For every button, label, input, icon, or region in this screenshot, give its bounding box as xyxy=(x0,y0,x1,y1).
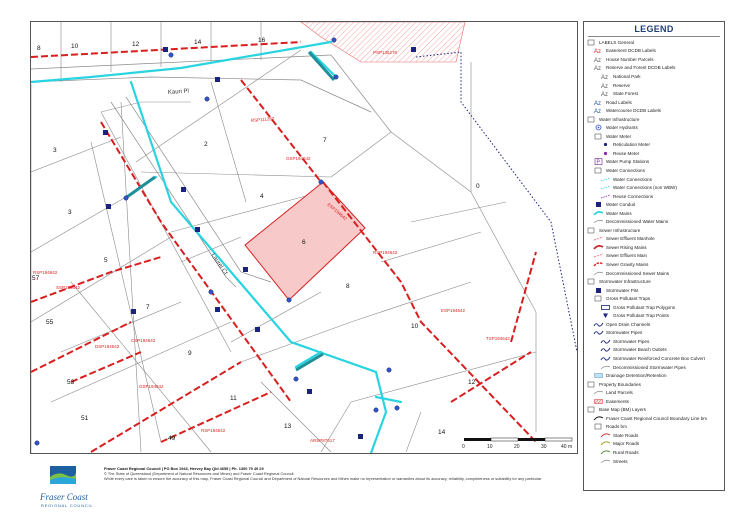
legend-item-label: Water Connections xyxy=(606,167,645,173)
legend-item-label: Water Pump Stations xyxy=(606,159,650,165)
az-gray-icon xyxy=(600,73,611,80)
parcel-number: 12 xyxy=(468,379,476,386)
gray-line-icon xyxy=(600,458,611,465)
legend-item xyxy=(586,346,722,355)
lightblue-rect-icon xyxy=(593,372,604,379)
svg-text:Az: Az xyxy=(601,83,609,89)
scale-tick: 20 xyxy=(514,444,520,450)
logo-mark-icon xyxy=(44,465,84,491)
legend-item-label: Roads bm xyxy=(606,424,627,430)
legend-item-label: Water Hydrants xyxy=(606,125,638,131)
svg-text:Az: Az xyxy=(594,57,602,63)
boundary-line xyxy=(416,52,577,352)
box-icon xyxy=(586,39,597,46)
parcel-number: 12 xyxy=(132,41,140,48)
council-logo xyxy=(34,465,94,509)
cyan-line-icon xyxy=(593,210,604,217)
legend-item xyxy=(586,431,722,440)
box-icon xyxy=(593,295,604,302)
easement-label: ESP194642 xyxy=(441,308,466,313)
legend-divider xyxy=(588,36,720,37)
legend-item-label: Stormwater Pipes xyxy=(606,330,643,336)
road-kauri-pl xyxy=(31,55,391,132)
legend-item xyxy=(586,38,722,47)
footer-contact: Fraser Coast Regional Council | PO Box 1943, Hervey Bay Qld 4655 | Ph. 1300 79 49 29 xyxy=(104,466,264,471)
legend-item xyxy=(586,81,722,90)
az-gray-icon xyxy=(600,90,611,97)
navy-wave-icon xyxy=(600,355,611,362)
legend-item xyxy=(586,269,722,278)
gray-line-icon xyxy=(593,389,604,396)
parcel-number: 5 xyxy=(104,257,108,264)
legend-item-label: Open Drain Channels xyxy=(606,321,651,327)
parcel-number: 57 xyxy=(32,275,40,282)
legend-item-label: Sewer Infrastructure xyxy=(599,227,641,233)
svg-text:P: P xyxy=(596,159,600,166)
easement-label: CSP194642 xyxy=(131,338,156,343)
legend-item-label: Fraser Coast Regional Council Boundary Line bm xyxy=(606,415,708,421)
legend-item xyxy=(586,457,722,466)
legend-item xyxy=(586,371,722,380)
legend-item xyxy=(586,260,722,269)
easement-label: RSP194642 xyxy=(33,270,58,275)
red-line-icon xyxy=(600,432,611,439)
legend-item xyxy=(586,158,722,167)
legend-item xyxy=(586,72,722,81)
parcel-number: 6 xyxy=(302,239,306,246)
cyan-dash-icon xyxy=(600,184,611,191)
legend-item xyxy=(586,303,722,312)
map-canvas[interactable] xyxy=(31,22,577,453)
easement-label: RSP111262 xyxy=(250,115,275,123)
navy-wave-icon xyxy=(600,346,611,353)
legend-item-label: Stormwater Infrastructure xyxy=(599,279,651,285)
legend-item-label: Land Parcels xyxy=(606,390,633,396)
legend-item xyxy=(586,64,722,73)
legend-item-label: Major Roads xyxy=(613,441,640,447)
legend-item xyxy=(586,312,722,321)
legend-item-label: Decommissioned Sewer Mains xyxy=(606,270,670,276)
legend-list xyxy=(584,38,724,465)
legend-item-label: Rural Roads xyxy=(613,450,639,456)
box-icon xyxy=(586,406,597,413)
parcel-number: 0 xyxy=(476,183,480,190)
navy-wave-icon xyxy=(593,321,604,328)
legend-item-label: Water Mains xyxy=(606,210,632,216)
box-icon xyxy=(586,278,597,285)
easement-label: SSP194642 xyxy=(56,285,81,290)
logo-wordmark: Fraser Coast xyxy=(40,492,88,502)
easement-label: RSP194642 xyxy=(201,428,226,433)
green-line-icon xyxy=(600,449,611,456)
olive-line-icon xyxy=(600,440,611,447)
easement-label: ARSP87617 xyxy=(310,438,335,443)
navy-square-icon xyxy=(593,287,604,294)
legend-item-label: Stormwater Reinforced Concrete Box Culvert xyxy=(613,356,705,361)
legend-item-label: Stormwater Beach Outlets xyxy=(613,347,667,353)
legend-item xyxy=(586,354,722,363)
legend-item-label: Decommissioned Water Mains xyxy=(606,219,669,225)
parcel-number: 49 xyxy=(168,435,176,442)
logo-subtitle: REGIONAL COUNCIL xyxy=(41,503,94,508)
legend-item xyxy=(586,89,722,98)
legend-item-label: Gross Pollutant Traps xyxy=(606,296,651,302)
legend-item-label: Reuse Connections xyxy=(613,193,654,199)
legend-item-label: Decommissioned Stormwater Pipes xyxy=(613,364,686,370)
easement-label: TSP194642 xyxy=(486,336,510,341)
legend-item-label: Gross Pollutant Trap Points xyxy=(613,313,669,319)
legend-item xyxy=(586,294,722,303)
red-thick-icon xyxy=(593,244,604,251)
legend-item-label: LABELS General xyxy=(599,39,634,45)
legend-item xyxy=(586,115,722,124)
map-frame[interactable] xyxy=(30,21,578,454)
box-icon xyxy=(593,423,604,430)
legend-item xyxy=(586,149,722,158)
svg-text:Az: Az xyxy=(601,92,609,98)
parcel-number: 53 xyxy=(67,379,75,386)
legend-item-label: Property Boundaries xyxy=(599,381,641,387)
scale-tick: 10 xyxy=(487,444,493,450)
cyan-dash-icon xyxy=(600,176,611,183)
legend-item xyxy=(586,47,722,56)
parcel-number: 14 xyxy=(438,429,446,436)
parcel-number: 10 xyxy=(411,323,419,330)
legend-item xyxy=(586,235,722,244)
parcel-number: 51 xyxy=(81,415,89,422)
black-line-icon xyxy=(593,415,604,422)
legend-panel xyxy=(583,21,725,491)
legend-item-label: Water Conduit xyxy=(606,202,636,208)
legend-item-label: Stormwater Pits xyxy=(606,287,639,293)
legend-item-label: Sewer Rising Mains xyxy=(606,244,647,250)
az-gray-icon xyxy=(600,82,611,89)
legend-item-label: Sewer Gravity Mains xyxy=(606,261,649,267)
box-icon xyxy=(586,227,597,234)
legend-item-label: Water Infrastructure xyxy=(599,116,640,122)
navy-wave-icon xyxy=(600,338,611,345)
navy-wave-icon xyxy=(593,329,604,336)
legend-item xyxy=(586,243,722,252)
svg-text:Az: Az xyxy=(594,66,602,72)
legend-item xyxy=(586,123,722,132)
navy-triangle-icon xyxy=(600,312,611,319)
parcel-number: 7 xyxy=(146,304,150,311)
legend-item-label: Reserve xyxy=(613,82,631,88)
easement-label: GSP194642 xyxy=(139,384,164,389)
az-blue-icon xyxy=(593,107,604,114)
legend-item-label: Road Labels xyxy=(606,99,632,105)
box-icon xyxy=(586,381,597,388)
scale-tick: 30 xyxy=(541,444,547,450)
legend-item-label: Drainage Detention/Retention xyxy=(606,373,667,379)
legend-item xyxy=(586,175,722,184)
easement-label: DSP194642 xyxy=(95,344,120,349)
legend-item xyxy=(586,363,722,372)
legend-item xyxy=(586,183,722,192)
legend-item xyxy=(586,337,722,346)
legend-item xyxy=(586,406,722,415)
legend-item-label: State Roads xyxy=(613,432,639,438)
legend-item xyxy=(586,414,722,423)
legend-item-label: Stormwater Pipes xyxy=(613,338,650,344)
pink-dash-icon xyxy=(593,235,604,242)
legend-item xyxy=(586,320,722,329)
scale-tick: 0 xyxy=(462,444,465,450)
parcel-number: 14 xyxy=(194,39,202,46)
purple-dot-icon xyxy=(600,150,611,157)
footer-copyright: © The State of Queensland (Department of Natural Resources and Mines) and Fraser Coast Regional Council. xyxy=(104,471,295,477)
parcel-number: 13 xyxy=(284,423,292,430)
purple-dash-icon xyxy=(600,193,611,200)
road-label-kauri-pl: Kauri Pl xyxy=(167,88,190,96)
legend-item xyxy=(586,380,722,389)
footer-disclaimer-text: While every care is taken to ensure the accuracy of this map, Fraser Coast Regional Council and Department of Natural Resources and Mines make no representation or warranties about its accuracy, reliability, completeness or suitability for any particular xyxy=(104,476,542,482)
legend-item xyxy=(586,448,722,457)
easement-label: PSP135276 xyxy=(373,50,398,55)
legend-item xyxy=(586,209,722,218)
legend-item-label: Sewer Effluent Main xyxy=(606,253,648,259)
gray-line-icon xyxy=(593,270,604,277)
parcel-number: 3 xyxy=(68,209,72,216)
az-gray-icon xyxy=(593,56,604,63)
gray-line-icon xyxy=(600,364,611,371)
legend-item-label: Water Connections (non WBW) xyxy=(613,185,677,191)
scale-bar xyxy=(462,438,572,450)
legend-item-label: National Park xyxy=(613,73,641,79)
legend-item-label: Base Map (BM) Layers xyxy=(599,407,646,413)
box-icon xyxy=(593,133,604,140)
legend-item xyxy=(586,200,722,209)
legend-item xyxy=(586,277,722,286)
legend-item-label: Water Connections xyxy=(613,176,652,182)
svg-text:Az: Az xyxy=(594,109,602,115)
hatch-rect-icon xyxy=(593,398,604,405)
legend-item xyxy=(586,217,722,226)
gray-line-icon xyxy=(593,218,604,225)
legend-item xyxy=(586,252,722,261)
parcel-number: 4 xyxy=(260,193,264,200)
red-dash-icon xyxy=(593,261,604,268)
svg-text:Az: Az xyxy=(594,100,602,106)
legend-item-label: Reticulation Meter xyxy=(613,142,651,148)
legend-item xyxy=(586,226,722,235)
footer-disclaimer xyxy=(104,466,574,482)
parcel-number: 8 xyxy=(37,45,41,52)
legend-item xyxy=(586,141,722,150)
legend-item-label: Watercourse DCDB Labels xyxy=(606,108,661,114)
parcel-number: 10 xyxy=(71,43,79,50)
blue-rect-icon xyxy=(600,304,611,311)
road-label-laurel-ct: Laurel Ct xyxy=(209,252,229,277)
legend-item-label: Sewer Effluent Manhole xyxy=(606,236,655,242)
legend-item xyxy=(586,55,722,64)
blue-dot-icon xyxy=(600,141,611,148)
legend-item xyxy=(586,388,722,397)
legend-item-label: Water Meter xyxy=(606,133,632,139)
legend-item xyxy=(586,286,722,295)
legend-title: LEGEND xyxy=(634,24,674,34)
legend-item xyxy=(586,329,722,338)
pink-dash-icon xyxy=(593,252,604,259)
svg-text:Az: Az xyxy=(601,74,609,80)
legend-item-label: Reserve and Forest DCDB Labels xyxy=(606,65,676,71)
legend-item xyxy=(586,132,722,141)
legend-item-label: Easement DCDB Labels xyxy=(606,48,656,54)
legend-item xyxy=(586,106,722,115)
parcel-number: 2 xyxy=(204,141,208,148)
legend-item xyxy=(586,440,722,449)
svg-text:Az: Az xyxy=(594,49,602,55)
legend-item-label: Streets xyxy=(613,458,628,464)
box-icon xyxy=(586,116,597,123)
legend-item xyxy=(586,397,722,406)
navy-square-icon xyxy=(593,201,604,208)
parcel-number: 7 xyxy=(323,137,327,144)
parcel-number: 55 xyxy=(46,319,54,326)
parcel-number: 11 xyxy=(230,395,237,402)
parcel-number: 9 xyxy=(188,350,192,357)
legend-item-label: House Number Parcels xyxy=(606,56,654,62)
legend-item xyxy=(586,98,722,107)
easement-label: ESP194642 xyxy=(326,201,348,222)
az-blue-icon xyxy=(593,99,604,106)
legend-item xyxy=(586,423,722,432)
scale-tick: 40 m xyxy=(561,444,573,450)
pump-icon xyxy=(593,158,604,165)
parcel-number: 3 xyxy=(53,147,57,154)
easement-label: RSP194642 xyxy=(373,250,398,255)
parcel-number: 8 xyxy=(346,283,350,290)
legend-item-label: Reuse Meter xyxy=(613,150,640,156)
legend-item xyxy=(586,192,722,201)
legend-item-label: Gross Pollutant Trap Polygons xyxy=(613,304,676,310)
legend-item-label: Easements xyxy=(606,398,629,404)
legend-item xyxy=(586,166,722,175)
az-gray-icon xyxy=(593,64,604,71)
parcel-number: 16 xyxy=(258,37,266,44)
legend-item-label: State Forest xyxy=(613,91,639,97)
easement-label: GSP194642 xyxy=(286,156,311,161)
hydrant-icon xyxy=(593,124,604,131)
box-icon xyxy=(593,167,604,174)
az-red-icon xyxy=(593,47,604,54)
